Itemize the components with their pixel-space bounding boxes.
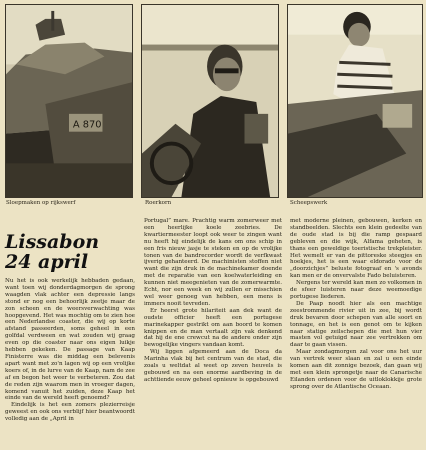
paragraph: Wij liggen afgemeerd aan de Doca da Marinha vlak bij het centrum van de stad, die zoals u weltdat al weet op zeven heuvels is gebouwd en na een enorme aardbeving in de achttiende eeuw geheel opnieuw is opgebouwd <box>144 349 282 383</box>
paragraph: De Paap noodt hier als een machtige zeestrommende rivier uit in zee, bij wordt druk bevaren door schepen van alle soort en tonnage, en het is een genot om te kijken naar statige zeilschepen die met hun vier masten vol getuigd naar zee vertrekken om daar te gaan vissen. <box>290 300 422 349</box>
paragraph: Eindelijk is het een zomers plezierreisje geweest en ook ons verblijf hier beantwoordt volledig aan de „April in <box>5 402 135 423</box>
paragraph: met moderne pleinen, gebouwen, kerken en standbeelden. Slechts een klein gedeelte van de oude stad is bij die ramp gespaard gebleven en die wijk, Alfama geheten, is thans een geweldige toeristische trekpleister. Het wemelt er van de pittoreske steegjes en hoekjes, het is een waar eldorado voor de „doorzichjes” beluste fotograaf en 's avonds kan men er de onvervalste Fado beluisteren. <box>290 218 422 280</box>
photo-caption: Scheepswerk <box>290 200 328 206</box>
helmsman-photo-image <box>142 5 278 197</box>
headline-line: 24 april <box>5 251 89 273</box>
photo-caption: Roerkorn <box>145 200 172 206</box>
paragraph: Nu het is ook werkelijk hebbaden gedaan, want toen wij donderdagmorgen de sprong waagden vlak achter een depressie langs stond er nog een behoorlijk zeetje maar de zon scheen en de weersverwachting was hoopgevend. Het was mochtig om te zien hoe een Nederlandse coaster, die wij op korte afstand passeerden, soms geheel in een golfdal verdween en wat zouden wij graag even op die coaster naar ons eigen luikje hebben gekeken. De passage van Kaap Finisterre was die middag een belevenis apart want met zo'n lagen wij op een vrolijke koers of, in de lurve van de Kaap, nam de zee af en begon het weer te verbeteren. Zou dat de reden zijn waarom men in vroeger dagen, komend vanuit het zuiden, deze Kaap het einde van de wereld heeft genoemd? <box>5 278 135 402</box>
paragraph: Maar zondagmorgen zal voor ons het uur van vertrek weer slaan en zal u een einde komen aan dit zonnige bezoek, dan gaan wij met een klein sprongetje naar de Canarische Eilanden ordenen voor de uitloklokkije grote sprong over de Atlantische Oceaan. <box>290 349 422 390</box>
article-column-2 <box>144 218 282 444</box>
paragraph: Er heerst grote hilariteit aan dek want de oudste officier heeft een portugese marinekapper gestrikt om aan boord te komen knippen en de man vertaalt zijn vak denkend dat hij de ene crewcut na de andere onder zijn bewogelijke vingers vandaan komt. <box>144 307 282 349</box>
paragraph: Nergens ter wereld kan men zo volkomen in de sfeer luisteren naar deze weemoedige portugese liederen. <box>290 280 422 300</box>
photo-helmsman <box>141 4 279 198</box>
article-column-3 <box>290 218 422 444</box>
article-headline <box>5 232 99 272</box>
headline-line: Lissabon <box>5 231 100 253</box>
ship-photo-image <box>6 5 132 197</box>
photo-deckwork <box>287 4 423 198</box>
photo-ship <box>5 4 133 198</box>
article-column-1 <box>5 278 135 446</box>
paragraph: Portugal” mare. Prachtig warm zomerweer met een heerlijke koele zeebries. De kwartiermeester loopt ook weer te zingen want nu heeft hij eindelijk de kans om ons schip in een fris nieuw jasje te steken en op de vrolijke tonen van de bandrecorder wordt de verfkwast ijverig gehanteerd. De machinisten stoffen niet want die zijn druk in de machinekamer doende met de reparatie van een koelwaterleiding en kunnen niet meegenieten van de zomerwarmte. Echt, nor een week en wij zullen er misschien wel weer genoeg van hebben, een mens is immers nooit tevreden. <box>144 218 282 307</box>
photo-caption: Sloepmaken op rijkswerf <box>6 200 76 206</box>
svg-text:A 870: A 870 <box>72 119 102 131</box>
deckwork-photo-image <box>288 5 422 197</box>
